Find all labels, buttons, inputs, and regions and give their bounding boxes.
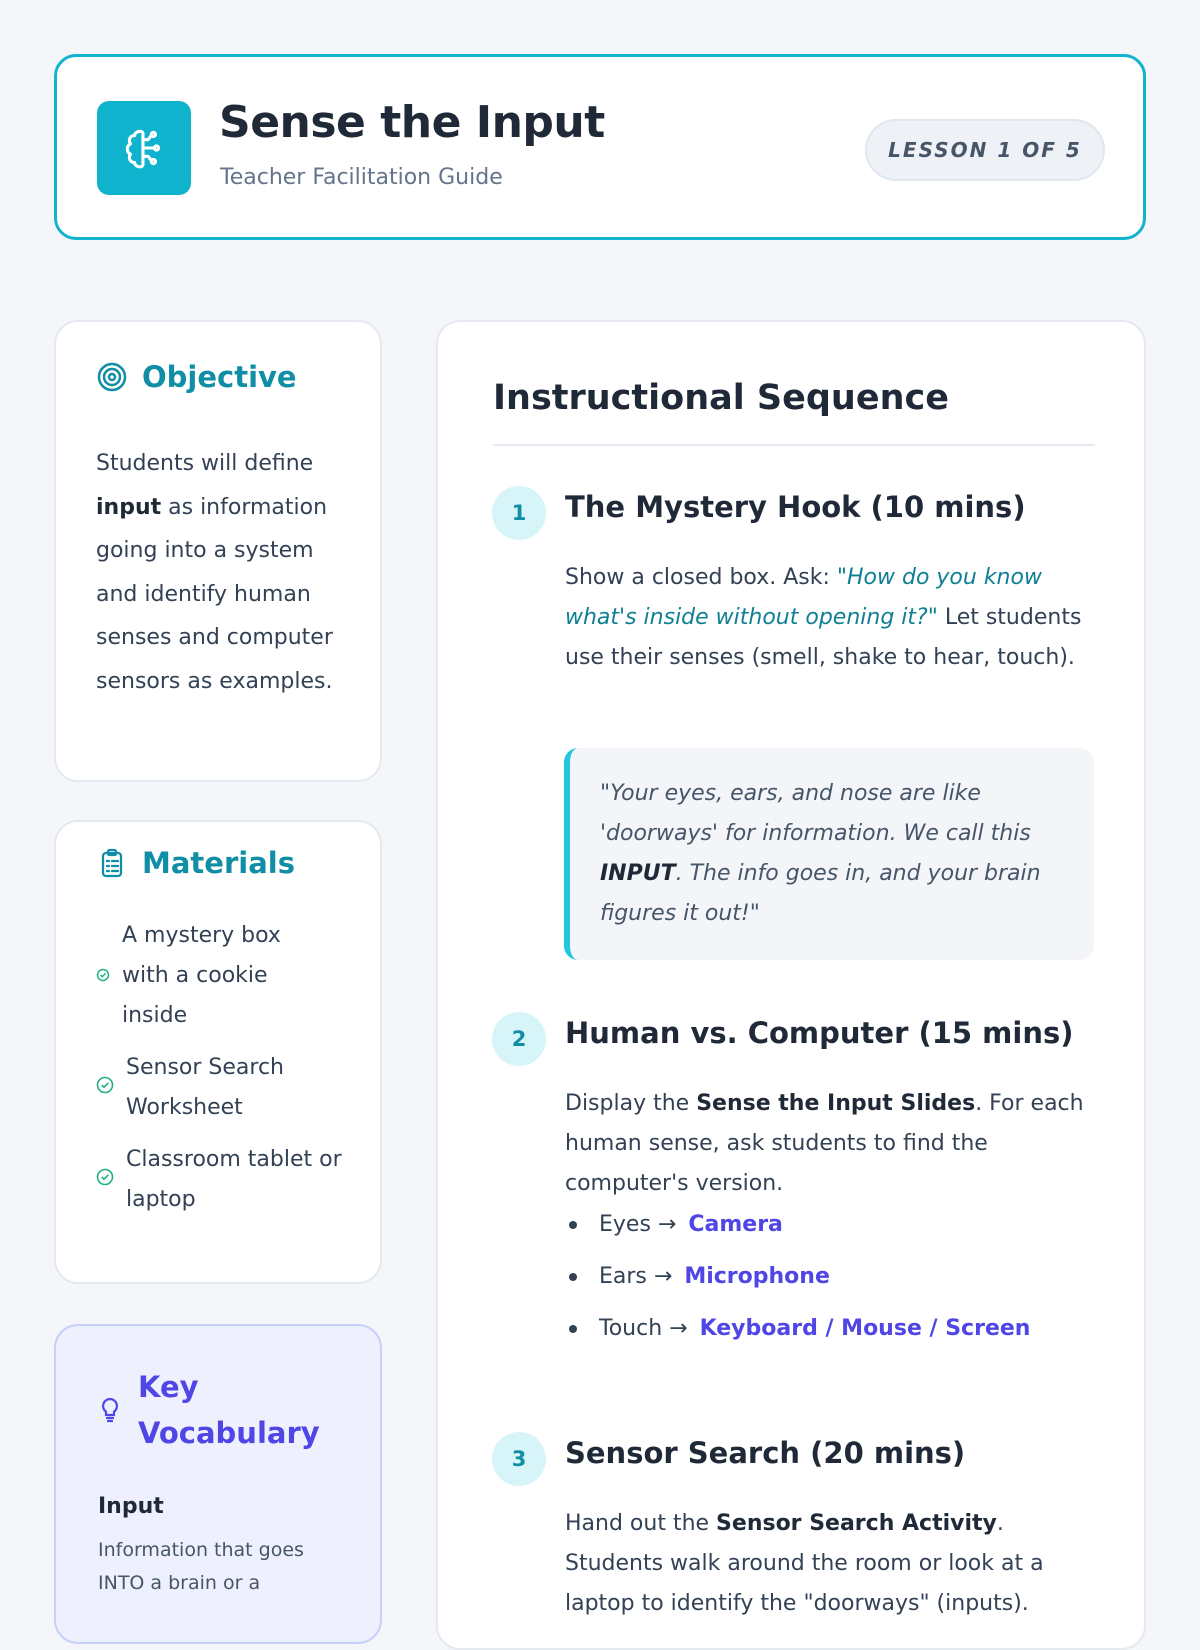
material-label: Classroom tablet or laptop [126, 1147, 342, 1212]
arrow-icon: → [669, 1316, 688, 1341]
step-number: 1 [492, 486, 546, 540]
sequence-heading: Instructional Sequence [493, 378, 949, 418]
sequence-card [436, 320, 1146, 1650]
sensor-label: Microphone [684, 1264, 830, 1289]
list-item [565, 1316, 1030, 1341]
lesson-header [54, 54, 1146, 240]
vocabulary-card [54, 1324, 382, 1644]
objective-keyword: input [96, 494, 162, 520]
list-item [96, 1048, 346, 1128]
list-item [565, 1264, 830, 1289]
sense-label: Ears [599, 1264, 647, 1289]
page-subtitle: Teacher Facilitation Guide [220, 165, 503, 190]
step-body: Hand out the Sensor Search Activity. Students walk around the room or look at a laptop to identify the "doorways" (inputs). [565, 1511, 1044, 1616]
objective-heading: Objective [142, 360, 297, 394]
materials-heading-row [96, 846, 295, 880]
list-item [96, 916, 326, 1036]
teacher-script-callout: "Your eyes, ears, and nose are like 'doorways' for information. We call this INPUT. The info goes in, and your brain figures it out!" [564, 748, 1094, 960]
list-item [565, 1212, 783, 1237]
step-number: 3 [492, 1432, 546, 1486]
arrow-icon: → [653, 1264, 673, 1289]
inline-quote: "How do you know what's inside without opening it?" [565, 565, 1042, 630]
vocabulary-heading-row [96, 1364, 336, 1456]
resource-name: Sense the Input Slides [696, 1091, 976, 1116]
objective-text: Students will define input as information going into a system and identify human senses and computer sensors as examples. [96, 451, 333, 694]
objective-heading-row [96, 360, 297, 394]
materials-card [54, 820, 382, 1284]
materials-heading: Materials [142, 846, 295, 880]
step-title: Sensor Search (20 mins) [565, 1436, 966, 1470]
step-title: Human vs. Computer (15 mins) [565, 1016, 1074, 1050]
arrow-icon: → [657, 1212, 677, 1237]
check-circle-icon [96, 1160, 126, 1200]
vocabulary-heading: Key Vocabulary [138, 1370, 320, 1450]
brain-icon [97, 101, 191, 195]
check-circle-icon [96, 956, 122, 996]
check-circle-icon [96, 1068, 126, 1108]
lightbulb-icon [96, 1393, 124, 1427]
page-title: Sense the Input [219, 97, 605, 148]
sense-label: Eyes [599, 1212, 651, 1237]
resource-name: Sensor Search Activity [716, 1511, 997, 1536]
divider [493, 444, 1095, 446]
step-number: 2 [492, 1012, 546, 1066]
step-body: Display the Sense the Input Slides. For each human sense, ask students to find the computer's version. [565, 1091, 1084, 1196]
material-label: Sensor Search Worksheet [126, 1055, 284, 1120]
objective-card [54, 320, 382, 782]
vocab-term: Input [98, 1494, 164, 1519]
sense-label: Touch [599, 1316, 663, 1341]
sensor-label: Camera [688, 1212, 783, 1237]
clipboard-icon [96, 847, 128, 879]
sensor-label: Keyboard / Mouse / Screen [699, 1316, 1031, 1341]
step-title: The Mystery Hook (10 mins) [565, 490, 1026, 524]
material-label: A mystery box with a cookie inside [122, 923, 281, 1028]
step-body: Show a closed box. Ask: "How do you know what's inside without opening it?" Let students use their senses (smell, shake to hear, touch). [565, 565, 1082, 670]
target-icon [96, 361, 128, 393]
lesson-badge: LESSON 1 OF 5 [865, 119, 1105, 181]
callout-keyword: INPUT [600, 861, 676, 886]
list-item [96, 1140, 346, 1220]
vocab-definition: Information that goes INTO a brain or a [98, 1539, 304, 1594]
